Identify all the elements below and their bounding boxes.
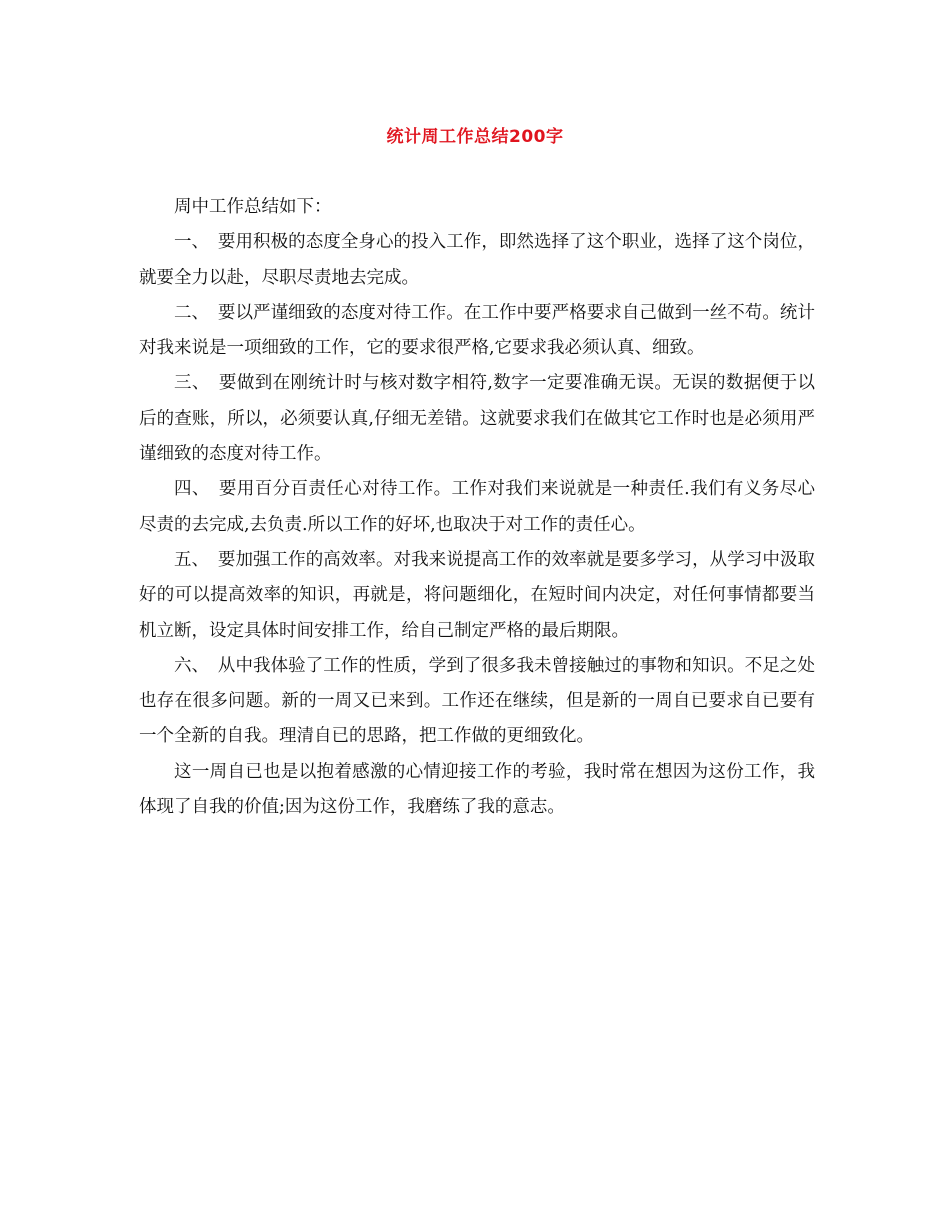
paragraph-item-1: 一、 要用积极的态度全身心的投入工作，即然选择了这个职业，选择了这个岗位，就要全力以赴，尽职尽责地去完成。: [139, 232, 815, 288]
paragraph-item-6: 六、 从中我体验了工作的性质，学到了很多我未曾接触过的事物和知识。不足之处也存在很多问题。新的一周又已来到。工作还在继续，但是新的一周自已要求自已要有一个全新的自我。理清自已的思路，把工作做的更细致化。: [139, 655, 815, 747]
paragraph-item-3: 三、 要做到在刚统计时与核对数字相符,数字一定要准确无误。无误的数据便于以后的查账，所以，必须要认真,仔细无差错。这就要求我们在做其它工作时也是必须用严谨细致的态度对待工作。: [139, 373, 815, 465]
paragraph-item-4: 四、 要用百分百责任心对待工作。工作对我们来说就是一种责任.我们有义务尽心尽责的去完成,去负责.所以工作的好坏,也取决于对工作的责任心。: [139, 479, 815, 535]
document-body: [139, 190, 815, 825]
paragraph-item-2: 二、 要以严谨细致的态度对待工作。在工作中要严格要求自己做到一丝不苟。统计对我来说是一项细致的工作，它的要求很严格,它要求我必须认真、细致。: [139, 302, 815, 359]
paragraph-item-5: 五、 要加强工作的高效率。对我来说提高工作的效率就是要多学习，从学习中汲取好的可以提高效率的知识，再就是，将问题细化，在短时间内决定，对任何事情都要当机立断，设定具体时间安排工作，给自己制定严格的最后期限。: [139, 549, 815, 641]
paragraph-conclusion: 这一周自已也是以抱着感激的心情迎接工作的考验，我时常在想因为这份工作，我体现了自我的价值;因为这份工作，我磨练了我的意志。: [139, 761, 815, 818]
paragraph-intro: 周中工作总结如下：: [174, 197, 332, 217]
document-title: 统计周工作总结200字: [386, 127, 564, 147]
